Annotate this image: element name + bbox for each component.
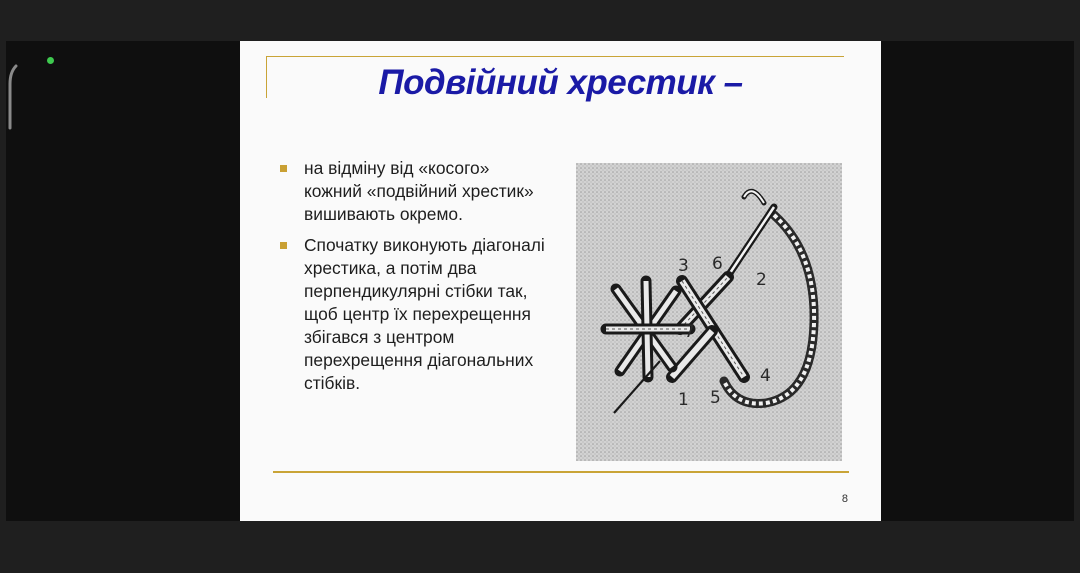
double-cross-stitch-illustration <box>576 163 842 461</box>
bullet-square-icon <box>280 242 287 249</box>
bullet-item <box>280 234 550 395</box>
bullet-item <box>280 157 550 226</box>
side-handle-icon[interactable] <box>8 64 18 130</box>
bullet-text: Спочатку виконують діагоналі хрестика, а потім два перпендикулярні стібки так, щоб центр їх перехрещення збігався з центром перехрещення діагональних стібків. <box>304 235 545 393</box>
figure-label-3: 3 <box>678 256 689 276</box>
bullet-list <box>280 157 550 403</box>
title-top-rule <box>266 56 844 57</box>
figure-label-1: 1 <box>678 390 689 410</box>
slide-page-number: 8 <box>841 493 848 505</box>
figure-label-7: 7 <box>684 322 695 342</box>
bullet-text: на відміну від «косого» кожний «подвійний хрестик» вишивають окремо. <box>304 158 534 224</box>
bullet-square-icon <box>280 165 287 172</box>
presentation-slide <box>240 41 881 521</box>
figure-label-2: 2 <box>756 270 767 290</box>
top-bar <box>0 0 1080 41</box>
footer-rule <box>273 471 849 473</box>
figure-label-4: 4 <box>760 366 771 386</box>
bottom-bar <box>0 521 1080 573</box>
figure-label-5: 5 <box>710 388 721 408</box>
figure-label-6: 6 <box>712 254 723 274</box>
status-indicator-dot <box>47 57 54 64</box>
slide-title: Подвійний хрестик – <box>378 63 743 102</box>
